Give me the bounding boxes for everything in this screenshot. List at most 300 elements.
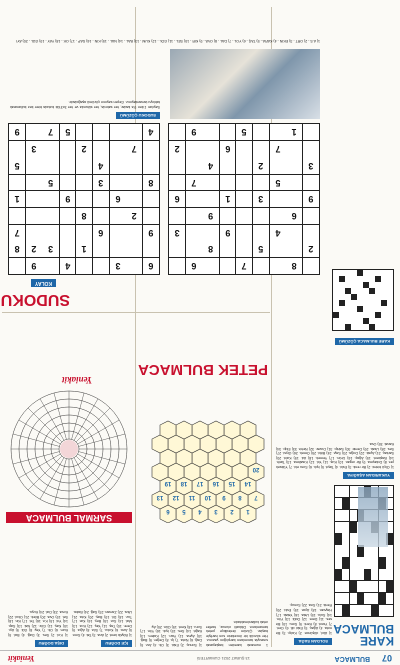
kare-solution-cell (339, 324, 345, 330)
kare-solution-cell (375, 306, 381, 312)
sudoku-cell[interactable]: 1 (76, 241, 92, 257)
kare-solution-cell (375, 294, 381, 300)
sudoku-cell[interactable]: 6 (109, 191, 125, 207)
sudoku-cell[interactable] (42, 141, 58, 157)
sudoku-cell[interactable]: 5 (59, 124, 75, 140)
kare-solution-cell (333, 324, 339, 330)
kare-solution-cell (351, 270, 357, 276)
sudoku-cell[interactable] (169, 124, 185, 140)
kare-solution-cell (387, 282, 393, 288)
kare-solution-cell (363, 276, 369, 282)
sudoku-cell[interactable] (269, 124, 285, 140)
sudoku-cell[interactable]: 7 (126, 141, 142, 157)
sudoku-cell[interactable] (109, 241, 125, 257)
sudoku-cell[interactable] (219, 174, 235, 190)
kare-solution-cell (369, 318, 375, 324)
kare-solution-cell (375, 288, 381, 294)
sudoku-cell[interactable] (286, 141, 302, 157)
sudoku-cell[interactable]: 9 (9, 124, 25, 140)
sudoku-cell[interactable] (93, 124, 109, 140)
sudoku-cell[interactable] (236, 208, 252, 224)
sudoku-cell[interactable] (303, 258, 319, 274)
kare-solution-cell (345, 318, 351, 324)
sudoku-cell[interactable] (202, 141, 218, 157)
sudoku-cell[interactable]: 2 (26, 241, 42, 257)
sudoku-cell[interactable]: 8 (143, 174, 159, 190)
kare-solution-cell (351, 294, 357, 300)
sudoku-cell[interactable]: 4 (93, 157, 109, 173)
page-header (0, 650, 400, 665)
sudoku-cell[interactable] (26, 224, 42, 240)
petek-hex-grid (138, 383, 268, 523)
sudoku-cell[interactable] (169, 208, 185, 224)
sudoku-cell[interactable] (186, 157, 202, 173)
sarmal-spoke (28, 408, 62, 442)
sudoku-cell[interactable] (219, 157, 235, 173)
sarmal-spoke (19, 454, 61, 478)
sudoku-cell[interactable] (269, 191, 285, 207)
sudoku-cell[interactable] (59, 224, 75, 240)
sudoku-cell[interactable]: 2 (303, 241, 319, 257)
kare-solution-cell (387, 306, 393, 312)
kare-solution-cell (345, 294, 351, 300)
sudoku-cell[interactable] (126, 224, 142, 240)
petek-cell-number: 8 (238, 494, 242, 500)
kare-solution-cell (351, 312, 357, 318)
sarmal-clues-out: 1) Kol. 2) Ses. 3) Dağ. 4) Bal. 5) Kum. 6) Ok. 7) Yay. 8) Gül. 9) Ayı. 10) Kaş. 11) Göz. 12) Nal. 13) Sap. 14) Yol. 15) Kır. 16) Tel. 17) Kin. 18) Sel. 19) Ova. 20) Bilek. 21) Okul. 22) Kova. 23) Dal. 24) Kuyu. (8, 610, 68, 637)
kare-solution-cell (375, 318, 381, 324)
kare-solution-cell (381, 294, 387, 300)
sudoku-cell[interactable]: 5 (269, 174, 285, 190)
sudoku-cell[interactable] (169, 241, 185, 257)
sudoku-level-badge: KOLAY (31, 279, 56, 287)
sudoku-cell[interactable] (126, 258, 142, 274)
petek-cell-number: 17 (196, 480, 204, 486)
sarmal-spoke (40, 399, 64, 441)
sudoku-cell[interactable] (109, 174, 125, 190)
kare-solution-cell (333, 276, 339, 282)
kare-solution-cell (369, 300, 375, 306)
sudoku-cell[interactable] (26, 208, 42, 224)
kare-solution-cell (345, 288, 351, 294)
sudoku-cell[interactable]: 7 (269, 141, 285, 157)
sudoku-cell[interactable]: 5 (236, 124, 252, 140)
sudoku-cell[interactable]: 9 (303, 191, 319, 207)
sarmal-spoke (76, 408, 110, 442)
petek-cell-number: 1 (246, 508, 250, 514)
kare-solution-cell (369, 288, 375, 294)
sudoku-cell[interactable] (126, 157, 142, 173)
sudoku-cell[interactable] (126, 124, 142, 140)
petek-bulmaca-block (138, 317, 268, 647)
kare-solution-cell (363, 312, 369, 318)
sudoku-cell[interactable] (269, 258, 285, 274)
kare-solution-cell (375, 282, 381, 288)
kare-solution-cell (375, 300, 381, 306)
kare-solution-cell (351, 318, 357, 324)
sudoku-cell[interactable] (26, 191, 42, 207)
kare-solution-cell (339, 312, 345, 318)
sudoku-cell[interactable] (93, 208, 109, 224)
sudoku-cell[interactable] (186, 191, 202, 207)
sudoku-cell[interactable]: 4 (59, 258, 75, 274)
sudoku-cell[interactable] (286, 157, 302, 173)
sudoku-cell[interactable]: 8 (9, 241, 25, 257)
sudoku-cell[interactable] (186, 224, 202, 240)
sudoku-cell[interactable] (109, 124, 125, 140)
kare-clues-down: 1) Ölçü birimi. 2) Bir renk. 3) Eski. 4) Taşıt. 5) Işık. 6) Soru eki. 7) Yüksek yer. 8) Dolaşma. 9) Bir organ. 10) Kuş. 11) Yol. 12) Kısaltma. 13) Tarih. 14) Başkent. 15) Ağaç. 16) Ürün. 17) Yemek. 18) Ad. 19) Kalıt. 20) Sarkaç. 21) Ayak. 22) Doğa. 23) Sayı. 24) Bitki. 25) Örnek. 26) Giysi. 27) Ses. 28) Uzak. 29) Demir. 30) Sahip. 31) Duvar. 32) Nehir. 33) Ekip. 34) Kanat. 35) Ova. (276, 442, 394, 469)
kare-solution-cell (387, 270, 393, 276)
petek-cell-number: 20 (252, 466, 260, 472)
sudoku-cell[interactable]: 6 (169, 191, 185, 207)
sudoku-cell[interactable] (93, 191, 109, 207)
kare-solution-cell (357, 318, 363, 324)
sudoku-cell[interactable]: 5 (253, 241, 269, 257)
sudoku-cell[interactable]: 2 (253, 157, 269, 173)
petek-cell-number: 15 (228, 480, 236, 486)
sudoku-cell[interactable] (93, 241, 109, 257)
sudoku-cell[interactable] (9, 208, 25, 224)
sudoku-cell[interactable] (126, 191, 142, 207)
page-number: 07 (381, 653, 392, 663)
sudoku-cell[interactable]: 2 (126, 208, 142, 224)
sudoku-cell[interactable] (59, 241, 75, 257)
kare-solution-cell (363, 318, 369, 324)
sudoku-cell[interactable] (202, 174, 218, 190)
sudoku-cell[interactable]: 6 (93, 224, 109, 240)
sudoku-cell[interactable]: 6 (143, 258, 159, 274)
sudoku-cell[interactable] (76, 157, 92, 173)
kare-solution-cell (375, 324, 381, 330)
kare-solution-cell (333, 306, 339, 312)
sarmal-col1-head: İÇE DOĞRU (101, 640, 132, 647)
sudoku-cell[interactable] (169, 258, 185, 274)
sudoku-cell[interactable] (169, 157, 185, 173)
sudoku-cell[interactable]: 6 (286, 208, 302, 224)
sudoku-cell[interactable] (236, 157, 252, 173)
kare-solution-cell (375, 276, 381, 282)
sudoku-cell[interactable] (42, 191, 58, 207)
sarmal-spoke (28, 456, 62, 490)
sudoku-cell[interactable] (236, 191, 252, 207)
sudoku-cell[interactable] (236, 241, 252, 257)
kare-solution-cell (339, 306, 345, 312)
issue-date: 13 ŞUBAT 2021 CUMARTESİ (196, 656, 250, 661)
kare-solution-cell (357, 270, 363, 276)
sudoku-cell[interactable]: 3 (169, 224, 185, 240)
kare-solution-cell (387, 294, 393, 300)
sudoku-cell[interactable]: 2 (76, 141, 92, 157)
kare-solution-cell (381, 270, 387, 276)
sudoku-cell[interactable]: 4 (269, 224, 285, 240)
sudoku-cell[interactable] (236, 141, 252, 157)
sudoku-cell[interactable] (202, 224, 218, 240)
sudoku-cell[interactable]: 6 (186, 258, 202, 274)
sudoku-cell[interactable] (253, 208, 269, 224)
sudoku-cell[interactable] (76, 124, 92, 140)
petek-clues: 1) Sonuç. 2) Eski. 3) Ok. 4) Arz. 5) Dağ. 6) Nota. 7) İp. 8) Değer. 9) Bağ. 10) Ayna. 11) Yazı. 12) Kalem. 13) Kağıt. 14) Ses. 15) Işık. 16) Yön. 17) Soru. 18) Kent. 19) Gün. 20) Ay. (140, 624, 202, 647)
sudoku-cell[interactable] (42, 258, 58, 274)
kare-solution-cell (363, 300, 369, 306)
kare-solution-cell (351, 282, 357, 288)
sudoku-cell[interactable]: 3 (109, 258, 125, 274)
sudoku-cell[interactable] (59, 208, 75, 224)
sudoku-cell[interactable] (9, 258, 25, 274)
kare-title: KARE BULMACA (333, 622, 394, 648)
sudoku-cell[interactable] (269, 208, 285, 224)
kare-solution-cell (357, 300, 363, 306)
sudoku-cell[interactable] (303, 174, 319, 190)
kare-solution-cell (363, 324, 369, 330)
sudoku-cell[interactable] (42, 157, 58, 173)
sudoku-cell[interactable]: 1 (219, 191, 235, 207)
sudoku-cell[interactable] (253, 124, 269, 140)
kare-solution-cell (339, 288, 345, 294)
sudoku-cell[interactable] (202, 124, 218, 140)
sudoku-cell[interactable] (286, 224, 302, 240)
sudoku-cell[interactable] (186, 141, 202, 157)
kare-solution-cell (363, 306, 369, 312)
kare-solution-cell (345, 300, 351, 306)
sudoku-cell[interactable] (202, 191, 218, 207)
petek-cell-number: 13 (156, 494, 164, 500)
sudoku-cell[interactable] (93, 141, 109, 157)
kare-solution-cell (351, 276, 357, 282)
kare-photo (358, 487, 388, 547)
sudoku-cell[interactable] (303, 208, 319, 224)
sudoku-cell[interactable] (59, 141, 75, 157)
kare-solution-cell (381, 282, 387, 288)
sarmal-col2-head: DIŞA DOĞRU (35, 640, 68, 647)
sudoku-cell[interactable]: 7 (42, 124, 58, 140)
kare-solution-cell (363, 282, 369, 288)
kare-solution-cell (381, 324, 387, 330)
petek-cell-number: 18 (180, 480, 188, 486)
kare-solution-cell (357, 306, 363, 312)
sudoku-cell[interactable] (109, 224, 125, 240)
sudoku-cell[interactable] (286, 191, 302, 207)
sudoku-cell[interactable]: 1 (286, 124, 302, 140)
sudoku-solution-text: Sayıları 1'den 9'a kadar, her satırda, her sütunda ve her 3x3'lük kutuda birer kez kullanarak tabloyu tamamlayınız. Geçen sayının çözümü aşağıdadır. (10, 100, 160, 109)
sudoku-cell[interactable]: 3 (26, 141, 42, 157)
kare-clues-across: 1) Akıl, düşünce. 2) Kalıp. 3) Bir nota. 4) Ağaç. 5) Eski dil. 6) Geri. 7) Yanıt. 8) Kent. 9) Soru. 10) Bir ses. 11) Dere. 12) Ödül. 13) Yön. 14) Sulu. 15) Usta. 16) Yatak. 17) Hayvan. 18) Ayar. 19) Eski. 20) Renk. 21) Sıra. 22) Sonuç. (276, 603, 332, 635)
sudoku-cell[interactable] (143, 141, 159, 157)
sudoku-cell[interactable]: 3 (303, 157, 319, 173)
kare-solution-cell (381, 306, 387, 312)
kare-solution-cell (339, 282, 345, 288)
petek-cell-number: 3 (214, 508, 218, 514)
kare-solution-cell (381, 312, 387, 318)
sudoku-cell[interactable] (186, 241, 202, 257)
kare-solution-cell (387, 300, 393, 306)
sudoku-cell[interactable]: 3 (253, 191, 269, 207)
petek-cell-number: 7 (254, 494, 258, 500)
kare-solution-cell (351, 306, 357, 312)
kare-solution-cell (351, 324, 357, 330)
sudoku-cell[interactable]: 3 (42, 241, 58, 257)
kare-solution-cell (369, 324, 375, 330)
sarmal-bulmaca-block (6, 317, 132, 647)
kare-solution-cell (387, 288, 393, 294)
sudoku-cell[interactable]: 1 (9, 191, 25, 207)
kare-solution-cell (357, 324, 363, 330)
kare-solution-cell (333, 294, 339, 300)
sudoku-cell[interactable] (186, 208, 202, 224)
kare-solution-cell (381, 300, 387, 306)
sudoku-cell[interactable] (76, 191, 92, 207)
sudoku-cell[interactable] (219, 241, 235, 257)
sudoku-cell[interactable]: 6 (219, 141, 235, 157)
kare-solution-cell (375, 312, 381, 318)
kare-solution-cell (369, 282, 375, 288)
sudoku-cell[interactable] (253, 224, 269, 240)
sudoku-cell[interactable]: 5 (9, 157, 25, 173)
sarmal-spoke (19, 420, 61, 444)
sudoku-cell[interactable]: 7 (186, 174, 202, 190)
kare-solution-cell (351, 300, 357, 306)
sudoku-cell[interactable] (109, 157, 125, 173)
petek-cell-number: 16 (212, 480, 220, 486)
sudoku-cell[interactable]: 9 (219, 224, 235, 240)
kare-solution-cell (333, 300, 339, 306)
sudoku-cell[interactable]: 5 (42, 174, 58, 190)
sudoku-cell[interactable] (303, 141, 319, 157)
sudoku-cell[interactable]: 9 (186, 124, 202, 140)
sudoku-cell[interactable] (219, 124, 235, 140)
kare-solution-cell (339, 294, 345, 300)
row-divider (2, 312, 270, 313)
sudoku-cell[interactable] (219, 208, 235, 224)
kare-solution-cell (387, 276, 393, 282)
kare-solution-cell (369, 276, 375, 282)
sudoku-cell[interactable]: 4 (143, 124, 159, 140)
kare-solution-cell (345, 306, 351, 312)
sudoku-cell[interactable]: 7 (236, 258, 252, 274)
kare-solution-cell (369, 312, 375, 318)
sudoku-cell[interactable] (76, 224, 92, 240)
petek-cell-number: 2 (230, 508, 234, 514)
sudoku-cell[interactable]: 4 (202, 157, 218, 173)
petek-cell-number: 12 (172, 494, 180, 500)
kare-solution-cell (339, 318, 345, 324)
kare-solution-caption: KARE BULMACA ÇÖZÜMÜ (335, 338, 394, 345)
sudoku-cell[interactable] (143, 241, 159, 257)
kare-solution-cell (369, 270, 375, 276)
sudoku-cell[interactable] (286, 241, 302, 257)
petek-cell-number: 9 (222, 494, 226, 500)
sudoku-cell[interactable]: 9 (26, 258, 42, 274)
sudoku-cell[interactable] (9, 141, 25, 157)
sudoku-cell[interactable] (76, 174, 92, 190)
sudoku-cell[interactable] (236, 174, 252, 190)
kare-solution-cell (369, 306, 375, 312)
sudoku-cell[interactable] (42, 224, 58, 240)
petek-cell-number: 19 (164, 480, 172, 486)
sudoku-cell[interactable]: 9 (202, 208, 218, 224)
sudoku-cell[interactable] (93, 258, 109, 274)
kare-solution-cell (381, 288, 387, 294)
sudoku-cell[interactable] (126, 174, 142, 190)
sudoku-cell[interactable]: 9 (143, 224, 159, 240)
sudoku-cell[interactable] (269, 241, 285, 257)
sudoku-title: SUDOKU (0, 291, 70, 308)
sudoku-cell[interactable] (303, 124, 319, 140)
sudoku-cell[interactable] (59, 157, 75, 173)
sudoku-cell[interactable] (143, 208, 159, 224)
sudoku-cell[interactable] (126, 241, 142, 257)
sudoku-cell[interactable]: 3 (93, 174, 109, 190)
sudoku-cell[interactable] (109, 141, 125, 157)
kare-solution-cell (387, 312, 393, 318)
kare-solution-cell (345, 312, 351, 318)
sudoku-cell[interactable]: 9 (59, 191, 75, 207)
kare-solution-cell (333, 270, 339, 276)
kare-solution-cell (339, 276, 345, 282)
kare-solution-cell (357, 282, 363, 288)
sudoku-cell[interactable] (26, 174, 42, 190)
sudoku-cell[interactable]: 8 (286, 258, 302, 274)
kare-solution-cell (339, 300, 345, 306)
newspaper-logo: Yeniakit (8, 654, 35, 663)
kare-solution-cell (357, 312, 363, 318)
petek-cell-number: 4 (198, 508, 202, 514)
sudoku-cell[interactable] (169, 174, 185, 190)
sarmal-clues-in: 1) Büyük kent. 2) Ana. 3) Tat. 4) Sınır. 5) Avcı. 6) Koku. 7) Söz. 8) Ağız. 9) Dere. 10) Taş. 11) Yaş. 12) Koz. 13) Mal. 14) Sur. 15) Bey. 16) Kar. 17) Tuz. 18) Dil. 19) Baş. 20) Kıta. 21) Ulus. 22) Zaman. 23) Sağ. 24) Baba. (72, 610, 132, 637)
sudoku-cell[interactable]: 8 (202, 241, 218, 257)
sudoku-cell[interactable] (26, 157, 42, 173)
sudoku-cell[interactable] (76, 258, 92, 274)
kare-solution-cell (387, 318, 393, 324)
kare-solution-cell (333, 282, 339, 288)
sudoku-cell[interactable] (219, 258, 235, 274)
sudoku-cell[interactable] (253, 258, 269, 274)
sudoku-cell[interactable]: 7 (9, 224, 25, 240)
kare-subhead-down: YUKARIDAN AŞAĞIYA (343, 472, 394, 479)
sudoku-cell[interactable] (253, 174, 269, 190)
sudoku-cell[interactable] (253, 141, 269, 157)
kare-solution-cell (381, 318, 387, 324)
kare-solution-cell (333, 312, 339, 318)
sudoku-cell[interactable] (26, 124, 42, 140)
sudoku-cell[interactable] (109, 208, 125, 224)
sudoku-cell[interactable] (303, 224, 319, 240)
sudoku-cell[interactable] (143, 157, 159, 173)
sudoku-cell[interactable] (42, 208, 58, 224)
sarmal-title: SARMAL BULMACA (6, 512, 132, 523)
sudoku-cell[interactable] (269, 157, 285, 173)
sarmal-spoke (76, 456, 110, 490)
kare-solution-grid (334, 271, 394, 331)
sudoku-cell[interactable] (236, 224, 252, 240)
kare-solution-cell (333, 288, 339, 294)
kare-solution-cell (363, 270, 369, 276)
sudoku-cell[interactable] (202, 258, 218, 274)
sudoku-cell[interactable] (286, 174, 302, 190)
kare-solution-cell (345, 282, 351, 288)
kare-solution-cell (345, 324, 351, 330)
sarmal-logo: Yeniakit (61, 375, 92, 385)
kare-solution-cell (375, 270, 381, 276)
petek-cell-number: 11 (188, 494, 196, 500)
sudoku-cell[interactable] (59, 174, 75, 190)
sudoku-cell[interactable] (9, 174, 25, 190)
sudoku-solution-caption: SUDOKU ÇÖZÜMÜ (116, 112, 160, 119)
kare-solution-cell (345, 270, 351, 276)
sudoku-cell[interactable]: 8 (76, 208, 92, 224)
sudoku-grid-1 (10, 125, 160, 275)
sudoku-cell[interactable]: 2 (169, 141, 185, 157)
sudoku-cell[interactable] (143, 191, 159, 207)
